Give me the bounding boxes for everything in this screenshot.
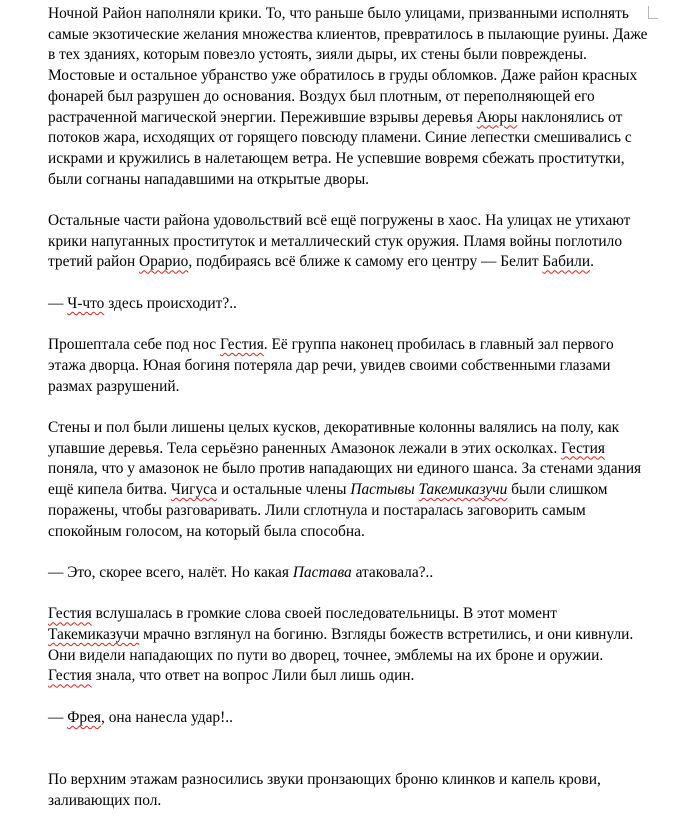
text-run: были слишком поражены, чтобы разговаривать. Лили сглотнула и постаралась заговорить самым спокойным голосом, на который была способна. xyxy=(48,481,608,540)
text-run: атаковала?.. xyxy=(351,563,434,581)
paragraph xyxy=(48,563,648,584)
spellcheck-flagged-word: Фрея xyxy=(67,708,102,726)
text-run: поняла, что у амазонок не было против нападающих ни единого шанса. За стенами здания ещё кипела битва. xyxy=(48,460,642,499)
spellcheck-flagged-word: Аюры xyxy=(476,108,518,126)
text-run: . xyxy=(590,253,594,271)
spellcheck-flagged-word: Бабили xyxy=(542,253,591,271)
text-run: — xyxy=(48,294,68,312)
spellcheck-flagged-word: Ч-что xyxy=(67,294,105,312)
spellcheck-flagged-word: Гестия xyxy=(48,667,92,685)
text-run: , она нанесла удар!.. xyxy=(101,708,233,726)
page-corner-mark xyxy=(648,6,658,19)
text-run: — Это, скорее всего, налёт. Но какая xyxy=(48,563,293,581)
text-run: наклонялись от потоков жара, исходящих от горящего повсюду пламени. Синие лепестки смешивались с искрами и кружились в налетающем ветра. Не успевшие вовремя сбежать проститутки, были согнаны нападавшими на открытые дворы. xyxy=(48,108,632,188)
spellcheck-flagged-word: Чигуса xyxy=(170,481,217,499)
paragraph xyxy=(48,4,648,190)
text-run: , подбираясь всё ближе к самому его центру — Белит xyxy=(188,253,543,271)
paragraph xyxy=(48,708,648,729)
paragraph xyxy=(48,211,648,273)
document-body[interactable] xyxy=(48,4,648,832)
spellcheck-flagged-word: Гестия xyxy=(48,605,92,623)
text-run: По верхним этажам разносились звуки пронзающих броню клинков и капель крови, заливающих пол. xyxy=(48,770,601,809)
text-run: Ночной Район наполняли крики. То, что раньше было улицами, призванными исполнять самые экзотические желания множества клиентов, превратилось в пылающие руины. Даже в тех зданиях, которым повезло устоять, зияли дыры, их стены были повреждены. Мостовые и остальное убранство уже обратилось в груды обломков. Даже район красных фонарей был разрушен до основания. Воздух был плотным, от переполняющей его растраченной магической энергии. Пережившие взрывы деревья xyxy=(48,5,648,126)
text-run: Пастывы xyxy=(350,481,415,499)
text-run: Стены и пол были лишены целых кусков, декоративные колонны валялись на полу, как упавшие деревья. Тела серьёзно раненных Амазонок лежали в этих осколках. xyxy=(48,419,620,457)
paragraph xyxy=(48,604,648,687)
text-run: мрачно взглянул на богиню. Взгляды божеств встретились, и они кивнули. Они видели нападающих по пути во дворец, точнее, эмблемы на их броне и оружии. xyxy=(48,626,634,664)
spellcheck-flagged-word: Такемиказучи xyxy=(418,481,508,499)
text-run: Прошептала себе под нос xyxy=(48,336,220,354)
text-run: знала, что ответ на вопрос Лили был лишь один. xyxy=(91,667,415,685)
paragraph xyxy=(48,770,648,811)
text-run: Пастава xyxy=(292,563,352,581)
text-run: и остальные члены xyxy=(217,481,351,499)
text-run: здесь происходит?.. xyxy=(104,294,237,312)
text-run: вслушалась в громкие слова своей последовательницы. В этот момент xyxy=(91,605,557,623)
text-run: — xyxy=(48,708,68,726)
paragraph xyxy=(48,335,648,397)
paragraph xyxy=(48,294,648,315)
spellcheck-flagged-word: Гестия xyxy=(561,439,605,457)
spellcheck-flagged-word: Орарио xyxy=(139,253,189,271)
spellcheck-flagged-word: Такемиказучи xyxy=(48,626,140,643)
paragraph xyxy=(48,418,648,542)
text-run: . Её группа наконец пробилась в главный зал первого этажа дворца. Юная богиня потеряла дар речи, увидев своими собственными глазами размах разрушений. xyxy=(48,336,614,395)
spellcheck-flagged-word: Гестия xyxy=(219,336,264,354)
text-run: Остальные части района удовольствий всё ещё погружены в хаос. На улицах не утихают крики напуганных проституток и металлический стук оружия. Пламя войны поглотило третий район xyxy=(48,212,631,271)
